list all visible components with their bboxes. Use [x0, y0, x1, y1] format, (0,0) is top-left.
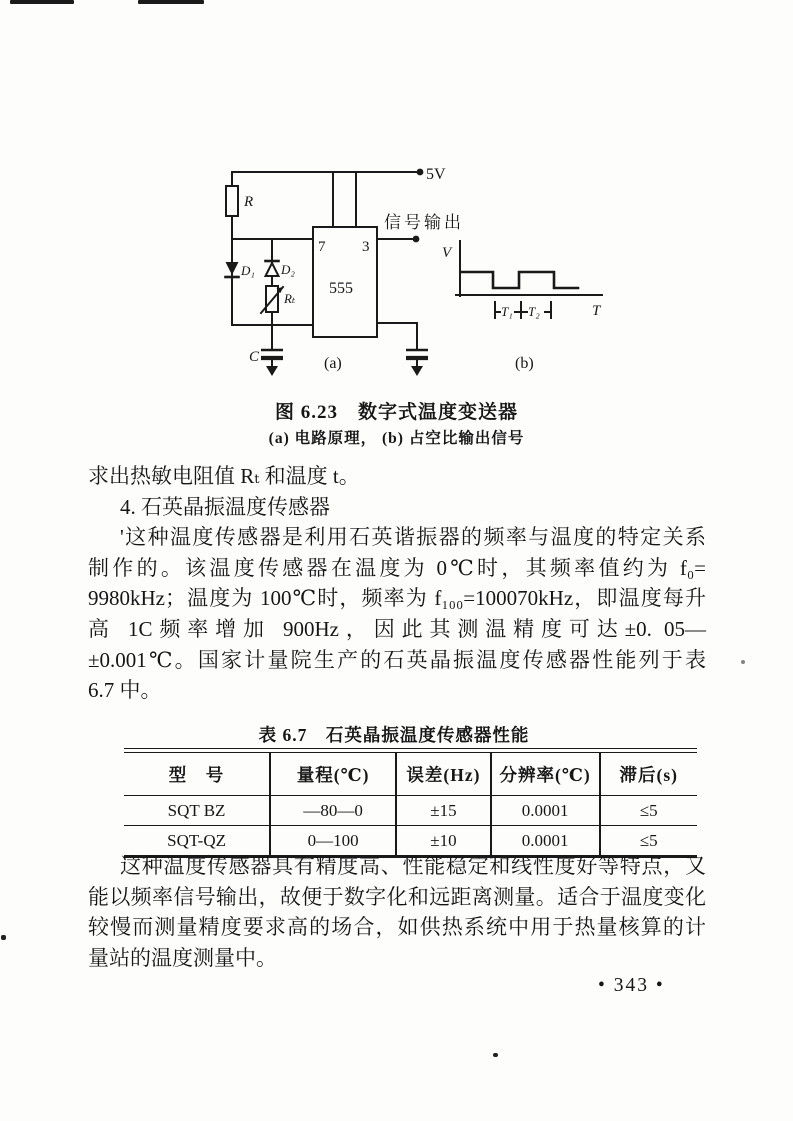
- pin3-label: 3: [362, 239, 370, 255]
- supply-terminal-dot: [417, 169, 424, 176]
- ground-icon: [411, 366, 423, 376]
- table-cell: ≤5: [639, 830, 658, 850]
- body-line: 高 1C频率增加 900Hz，因此其测温精度可达±0. 05—: [88, 616, 706, 641]
- scan-speck: [493, 1053, 498, 1057]
- table-cell: 0.0001: [491, 826, 600, 857]
- thermistor-label: Rₜ: [284, 291, 296, 306]
- table-cell: ±10: [396, 826, 491, 857]
- t1-label: T₁: [501, 304, 513, 319]
- table-header-row: [124, 753, 697, 796]
- pin7-label: 7: [318, 239, 326, 255]
- body-line: 量站的温度测量中。: [88, 945, 277, 970]
- diode1-label: D₁: [241, 263, 255, 278]
- table-title: 表 6.7 石英晶振温度传感器性能: [258, 725, 530, 745]
- part-a-label: (a): [324, 355, 342, 372]
- right-cap-wire: [377, 323, 417, 348]
- table-cell: 0—100: [270, 826, 396, 857]
- scan-mark-top-2: [138, 0, 204, 4]
- table-6-7: [124, 748, 697, 858]
- body-line: '这种温度传感器是利用石英谐振器的频率与温度的特定关系: [120, 525, 706, 550]
- body-line: 能以频率信号输出，故便于数字化和远距离测量。适合于温度变化: [88, 884, 706, 909]
- resistor-label: R: [244, 194, 254, 210]
- output-terminal-dot: [413, 236, 420, 243]
- table-cell: 0.0001: [491, 796, 600, 826]
- body-line: ±0.001℃。国家计量院生产的石英晶振温度传感器性能列于表: [88, 647, 706, 672]
- waveform-part-b: [442, 241, 602, 372]
- ic-label: 555: [329, 280, 353, 297]
- body-line: 求出热敏电阻值 Rₜ 和温度 t。: [88, 464, 360, 488]
- diode-D2-icon: [266, 263, 279, 276]
- header-cell-error: 误差(Hz): [396, 753, 491, 796]
- resistor-R: [226, 186, 238, 216]
- v-axis-label: V: [442, 245, 452, 261]
- section-heading: 4. 石英晶振温度传感器: [120, 494, 330, 519]
- table-row: [124, 796, 697, 826]
- scan-mark-top-1: [10, 0, 74, 4]
- table-cell: SQT BZ: [124, 796, 270, 826]
- signal-output-label: 信号输出: [384, 213, 464, 232]
- figure-caption: 图 6.23 数字式温度变送器: [274, 402, 518, 423]
- figure-subcaption: (a) 电路原理， (b) 占空比输出信号: [268, 430, 525, 447]
- figure-circuit-diagram: [195, 158, 615, 393]
- table-cell: ≤5: [600, 796, 697, 826]
- header-cell-model: 型 号: [124, 753, 270, 796]
- header-cell-resolution: 分辨率(℃): [491, 753, 600, 796]
- table-cell: —80—0: [270, 796, 396, 826]
- header-cell-lag: 滞后(s): [600, 753, 697, 796]
- circuit-part-a: [226, 166, 465, 376]
- table-cell: ±15: [396, 796, 491, 826]
- supply-label: 5V: [426, 166, 446, 183]
- scan-speck: [1, 935, 6, 940]
- body-line: 9980kHz；温度为 100℃时，频率为 f₁₀₀=100070kHz，即温度每升: [88, 586, 706, 611]
- t2-label: T₂: [528, 304, 540, 319]
- scan-speck: [741, 660, 745, 664]
- paragraph-1: [88, 461, 706, 706]
- diode-D1-icon: [226, 262, 239, 275]
- part-b-label: (b): [515, 355, 534, 372]
- body-line: 制作的。该温度传感器在温度为 0℃时，其频率值约为 f₀=: [88, 555, 706, 580]
- page-number: • 343 •: [598, 975, 665, 996]
- body-line: 6.7 中。: [88, 678, 162, 703]
- t-axis-label: T: [592, 303, 601, 319]
- table-cell: SQT-QZ: [124, 826, 270, 857]
- paragraph-2: [88, 851, 706, 973]
- square-wave: [461, 272, 578, 288]
- diode2-label: D₂: [281, 262, 295, 277]
- body-line: 较慢而测量精度要求高的场合，如供热系统中用于热量核算的计: [88, 915, 706, 940]
- ground-icon: [266, 366, 278, 376]
- header-cell-range: 量程(℃): [270, 753, 396, 796]
- body-line: 这种温度传感器具有精度高、性能稳定和线性度好等特点，又: [120, 854, 706, 878]
- capacitor-label: C: [249, 349, 260, 365]
